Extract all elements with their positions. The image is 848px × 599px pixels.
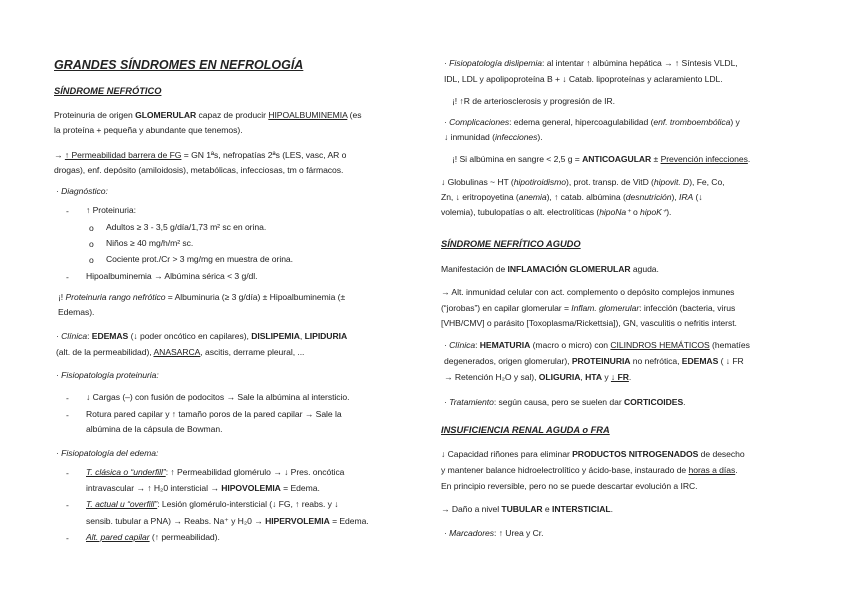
text-underline: HIPOALBUMINEMIA: [268, 110, 348, 120]
text-bold: OLIGURIA: [538, 372, 581, 382]
text-italic-underline: T. clásica o “underfill”: [86, 467, 166, 477]
circle-bullet: o: [89, 223, 94, 233]
text: :: [87, 331, 92, 341]
text-bold: INTERSTICIAL: [552, 504, 611, 514]
text: Zn, ↓ eritropoyetina (: [441, 192, 519, 202]
text: .: [610, 504, 613, 514]
glob-line-3: [441, 205, 671, 220]
text: ·: [444, 528, 450, 538]
text: degenerados, origen glomerular),: [444, 356, 572, 366]
text-bold: EDEMAS: [91, 331, 129, 341]
text: de desecho: [698, 449, 745, 459]
text: : edema general, hipercoagulabilidad (: [509, 117, 654, 127]
text: .: [747, 154, 751, 164]
compl-line-2: [444, 130, 543, 145]
fisioprot-item-2: Rotura pared capilar y ↑ tamaño poros de la pared capilar → Sale la: [86, 409, 342, 419]
dash-bullet: -: [66, 500, 69, 510]
dash-bullet: -: [66, 206, 69, 216]
text: capaz de producir: [196, 110, 269, 120]
text: : ↑ Permeabilidad glomérulo → ↓ Pres. oncótica: [165, 467, 345, 477]
text: .: [735, 465, 738, 475]
text-italic: Fisiopatología dislipemia: [449, 58, 543, 68]
text: (“jorobas”) en capilar glomerular =: [441, 303, 572, 313]
text-bold: GLOMERULAR: [135, 110, 197, 120]
text: Manifestación de: [441, 264, 508, 274]
dash-bullet: -: [66, 393, 69, 403]
fisioprot-item-1: ↓ Cargas (–) con fusión de podocitos → Sale la albúmina al intersticio.: [86, 392, 350, 402]
diag-heading: · Diagnóstico:: [56, 186, 108, 196]
text-italic-underline: Alt. pared capilar: [86, 532, 150, 542]
section-heading-ira: INSUFICIENCIA RENAL AGUDA o FRA: [441, 425, 610, 435]
glob-line-1: [441, 175, 725, 190]
text-italic: Complicaciones: [449, 117, 510, 127]
alt-line-3: [VHB/CMV] o parásito [Toxoplasma/Rickettsia]), GN, vasculitis o nefritis interst.: [441, 318, 737, 328]
text: .: [628, 372, 632, 382]
text: ) y: [730, 117, 740, 127]
edema-pared-line: [86, 530, 220, 545]
text: .: [683, 397, 686, 407]
compl-line-1: [444, 115, 740, 130]
edema-clasica-line-1: [86, 465, 344, 480]
text: Proteinuria de origen: [54, 110, 136, 120]
text: → Daño a nivel: [441, 504, 502, 514]
diag-ninos: Niños ≥ 40 mg/h/m² sc.: [106, 238, 194, 248]
text: = GN 1ªs, nefropatías 2ªs (LES, vasc, AR o: [181, 150, 347, 160]
text: volemia), tubulopatías o alt. electrolíticas (: [441, 207, 600, 217]
text: y: [601, 372, 611, 382]
dislip-line-3: ¡! ↑R de arteriosclerosis y progresión de IR.: [452, 96, 616, 106]
edema-clasica-line-2: [86, 481, 320, 496]
text-bold: DISLIPEMIA: [251, 331, 300, 341]
ira-line-2: [441, 463, 738, 478]
text-italic: enf. tromboembólica: [653, 117, 731, 127]
text-underline: ANASARCA: [153, 347, 201, 357]
dano-line: [441, 502, 613, 517]
dislip-line-2: IDL, LDL y apolipoproteína B + ↓ Catab. lipoproteínas y aclaramiento LDL.: [444, 74, 723, 84]
text-bold: PRODUCTOS NITROGENADOS: [572, 449, 699, 459]
diag-proteinuria: ↑ Proteinuria:: [86, 205, 136, 215]
text-italic: Clínica: [61, 331, 88, 341]
compl-line-3: [452, 152, 750, 167]
fisioedema-heading: · Fisiopatología del edema:: [56, 448, 159, 458]
text: ±: [651, 154, 661, 164]
text-bold: EDEMAS: [681, 356, 719, 366]
text: (↑ permeabilidad).: [149, 532, 220, 542]
text-italic: Clínica: [449, 340, 476, 350]
dash-bullet: -: [66, 533, 69, 543]
text-bold: HEMATURIA: [479, 340, 531, 350]
text: y mantener balance hidroelectrolítico y ácido-base, instaurado de: [441, 465, 689, 475]
text: o: [630, 207, 641, 217]
text-bold: HIPERVOLEMIA: [265, 516, 330, 526]
edema-actual-line-1: [86, 497, 339, 512]
text: (alt. de la permeabilidad),: [56, 347, 154, 357]
text: (hematíes: [709, 340, 750, 350]
text: ·: [444, 58, 450, 68]
clin2-line-1: [444, 338, 750, 353]
intro-line-1: [54, 108, 361, 123]
text: ·: [444, 117, 450, 127]
text: = Edema.: [329, 516, 369, 526]
text: ),: [671, 192, 680, 202]
text: (macro o micro) con: [530, 340, 611, 350]
text: ).: [666, 207, 672, 217]
text-bold: TUBULAR: [501, 504, 543, 514]
clin2-line-3: [444, 370, 631, 385]
rango-line-1: [58, 290, 345, 305]
text: :: [475, 340, 480, 350]
text: = Albuminuria (≥ 3 g/día) ± Hipoalbuminemia (±: [165, 292, 346, 302]
text: ¡!: [58, 292, 66, 302]
text-underline: ↑ Permeabilidad barrera de FG: [64, 150, 182, 160]
text: aguda.: [630, 264, 659, 274]
clin2-line-2: [444, 354, 744, 369]
text-bold: CORTICOIDES: [624, 397, 684, 407]
diag-hipoalbuminemia: Hipoalbuminemia → Albúmina sérica < 3 g/dl.: [86, 271, 258, 281]
edema-actual-line-2: [86, 514, 369, 529]
fisioprot-heading: · Fisiopatología proteinuria:: [56, 370, 159, 380]
text-italic-underline: T. actual u “overfill”: [86, 499, 158, 509]
text-bold: HIPOVOLEMIA: [221, 483, 281, 493]
text: : según causa, pero se suelen dar: [493, 397, 624, 407]
text-bold: ANTICOAGULAR: [582, 154, 652, 164]
clinica-line-2: [56, 345, 304, 360]
text: →: [54, 150, 65, 160]
text-bold-underline: ↓ FR: [610, 372, 629, 382]
text-underline: Prevención infecciones: [660, 154, 748, 164]
ira-line-1: [441, 447, 745, 462]
text: ↓ Globulinas ~ HT (: [441, 177, 514, 187]
intro-line-2: la proteína + pequeña y abundante que tenemos).: [54, 125, 243, 135]
dislip-line-1: [444, 56, 738, 71]
text: e: [542, 504, 552, 514]
alt-line-2: [441, 301, 735, 316]
diag-cociente: Cociente prot./Cr > 3 mg/mg en muestra de orina.: [106, 254, 293, 264]
text: ( ↓ FR: [718, 356, 744, 366]
text: (↓ poder oncótico en capilares),: [128, 331, 252, 341]
text-italic: hipotiroidismo: [513, 177, 567, 187]
text: (es: [347, 110, 362, 120]
page-title: GRANDES SÍNDROMES EN NEFROLOGÍA: [54, 58, 304, 72]
text: ), ↑ catab. albúmina (: [546, 192, 626, 202]
text-italic: hipoK⁺: [640, 207, 667, 217]
text-bold: PROTEINURIA: [571, 356, 631, 366]
dash-bullet: -: [66, 410, 69, 420]
text: ·: [444, 340, 450, 350]
text: : ↑ Urea y Cr.: [494, 528, 544, 538]
text: ), Fe, Co,: [689, 177, 725, 187]
diag-adultos: Adultos ≥ 3 - 3,5 g/día/1,73 m² sc en orina.: [106, 222, 267, 232]
text: ¡! Si albúmina en sangre < 2,5 g =: [452, 154, 583, 164]
manif-line: [441, 262, 659, 277]
text: intravascular → ↑ H₂0 intersticial →: [86, 483, 222, 493]
text-bold: LIPIDURIA: [304, 331, 348, 341]
text-italic: desnutrición: [625, 192, 672, 202]
perm-line-1: [54, 148, 346, 163]
text-underline: CILINDROS HEMÁTICOS: [610, 340, 710, 350]
text: (↓: [693, 192, 703, 202]
text-italic: infecciones: [494, 132, 538, 142]
glob-line-2: [441, 190, 703, 205]
text-underline: horas a días: [688, 465, 736, 475]
text: ), prot. transp. de VitD (: [566, 177, 654, 187]
text: ↓ inmunidad (: [444, 132, 495, 142]
text-italic: anemia: [518, 192, 547, 202]
text-italic: Inflam. glomerular: [571, 303, 640, 313]
text: sensib. tubular a PNA) → Reabs. Na⁺ y H₂0 →: [86, 516, 266, 526]
text-italic: Proteinuria rango nefrótico: [65, 292, 166, 302]
alt-line-1: → Alt. inmunidad celular con act. complemento o depósito complejos inmunes: [441, 287, 735, 297]
text: : al intentar ↑ albúmina hepática → ↑ Síntesis VLDL,: [542, 58, 738, 68]
trat-line: [444, 395, 685, 410]
dash-bullet: -: [66, 468, 69, 478]
fisioprot-item-2b: albúmina de la cápsula de Bowman.: [86, 424, 223, 434]
text: , ascitis, derrame pleural, ...: [200, 347, 305, 357]
text-italic: hipovit. D: [653, 177, 690, 187]
rango-line-2: Edemas).: [58, 307, 95, 317]
text: → Retención H₂O y sal),: [444, 372, 539, 382]
perm-line-2: drogas), enf. depósito (amiloidosis), metabólicas, infecciosas, tm o fármacos.: [54, 165, 344, 175]
text-italic: IRA: [679, 192, 694, 202]
text-bold: HTA: [585, 372, 602, 382]
text: : Lesión glomérulo-intersticial (↓ FG, ↑ reabs. y ↓: [157, 499, 339, 509]
section-heading-nefrotico: SÍNDROME NEFRÓTICO: [54, 86, 162, 96]
ira-line-3: En principio reversible, pero no se puede descartar evolución a IRC.: [441, 481, 698, 491]
text: : infección (bacteria, virus: [639, 303, 736, 313]
text: no nefrótica,: [630, 356, 682, 366]
dash-bullet: -: [66, 272, 69, 282]
clinica-line-1: [56, 329, 347, 344]
text: ·: [56, 331, 62, 341]
text: ,: [299, 331, 305, 341]
marc-line: [444, 526, 543, 541]
text: = Edema.: [280, 483, 320, 493]
text-bold: INFLAMACIÓN GLOMERULAR: [507, 264, 631, 274]
text: ↓ Capacidad riñones para eliminar: [441, 449, 573, 459]
circle-bullet: o: [89, 255, 94, 265]
text-italic: Tratamiento: [449, 397, 494, 407]
text-italic: hipoNa⁺: [599, 207, 631, 217]
text: ,: [580, 372, 586, 382]
text: ).: [537, 132, 543, 142]
section-heading-nefritico: SÍNDROME NEFRÍTICO AGUDO: [441, 239, 581, 249]
text-italic: Marcadores: [449, 528, 495, 538]
text: ·: [444, 397, 450, 407]
circle-bullet: o: [89, 239, 94, 249]
